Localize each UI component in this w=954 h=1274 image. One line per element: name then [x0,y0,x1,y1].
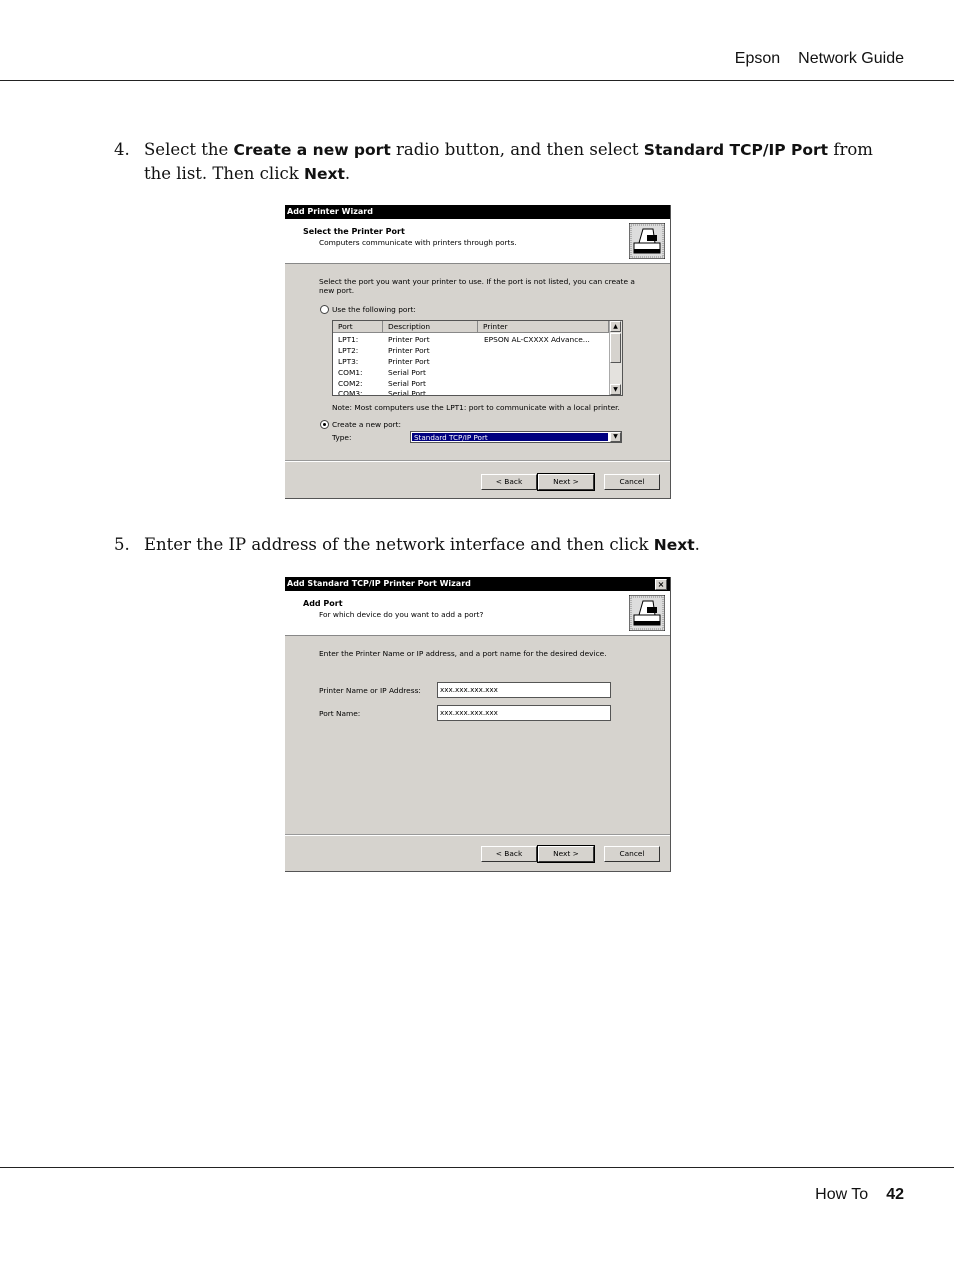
banner-title: Add Port [303,599,343,608]
dialog-title: Add Printer Wizard [287,207,373,216]
printer-wizard-icon [629,595,665,631]
port-cell: LPT3: [338,357,359,366]
header-title: Network Guide [798,50,904,67]
page-number: 42 [886,1186,904,1203]
banner-title: Select the Printer Port [303,227,405,236]
cancel-button[interactable]: Cancel [604,846,660,862]
description-cell: Serial Port [388,368,426,377]
port-list[interactable] [332,320,623,396]
description-cell: Printer Port [388,335,430,344]
port-cell: LPT1: [338,335,359,344]
header-rule [0,80,954,81]
instruction-text: Enter the Printer Name or IP address, and a port name for the desired device. [319,649,607,658]
footer-rule [0,1167,954,1168]
printer-cell: EPSON AL-CXXXX Advance... [484,335,590,344]
next-button[interactable]: Next > [538,846,594,862]
instruction-line-1: Select the port you want your printer to use. If the port is not listed, you can create a [319,277,635,286]
banner-subtitle: Computers communicate with printers through ports. [319,238,517,247]
description-cell: Serial Port [388,379,426,388]
create-new-port-radio[interactable] [320,420,329,429]
port-note: Note: Most computers use the LPT1: port to communicate with a local printer. [332,403,620,412]
header-brand: Epson [734,50,781,67]
step-number: 5. [114,535,130,554]
use-existing-port-radio[interactable] [320,305,329,314]
dialog-title-bar [285,577,670,591]
list-scrollbar[interactable] [609,321,622,395]
back-button[interactable]: < Back [481,846,537,862]
wizard-banner [285,591,670,636]
column-header-port[interactable]: Port [333,321,383,333]
port-type-value: Standard TCP/IP Port [412,433,608,441]
type-label: Type: [332,433,352,442]
cancel-button[interactable]: Cancel [604,474,660,490]
button-separator [285,460,670,462]
button-separator [285,834,670,836]
add-tcpip-port-wizard-dialog [285,577,671,872]
step-text: Select the Create a new port radio button, and then select Standard TCP/IP Port from the list. Then click Next. [144,140,873,183]
footer-section: How To [815,1186,869,1203]
ip-address-input[interactable]: xxx.xxx.xxx.xxx [437,682,611,698]
create-new-port-label: Create a new port: [332,420,402,429]
step-4 [114,138,884,186]
port-cell: COM3: [338,389,363,396]
port-cell: COM1: [338,368,363,377]
port-type-select[interactable] [410,431,622,443]
page-footer [815,1186,904,1204]
printer-wizard-icon [629,223,665,259]
step-5 [114,533,884,557]
close-icon[interactable]: × [655,579,667,590]
port-cell: COM2: [338,379,363,388]
description-cell: Printer Port [388,346,430,355]
back-button[interactable]: < Back [481,474,537,490]
column-header-description[interactable]: Description [383,321,478,333]
scroll-thumb[interactable] [610,333,621,363]
step-text: Enter the IP address of the network interface and then click Next. [144,535,700,554]
wizard-banner [285,219,670,264]
port-cell: LPT2: [338,346,359,355]
port-name-input[interactable]: xxx.xxx.xxx.xxx [437,705,611,721]
use-existing-port-label: Use the following port: [332,305,416,314]
scroll-up-icon[interactable]: ▲ [610,321,621,332]
port-name-label: Port Name: [319,709,361,718]
ip-address-label: Printer Name or IP Address: [319,686,421,695]
instruction-line-2: new port. [319,286,355,295]
step-number: 4. [114,140,130,159]
chevron-down-icon[interactable]: ▼ [610,432,621,442]
banner-subtitle: For which device do you want to add a port? [319,610,484,619]
dialog-title-bar [285,205,670,219]
column-header-printer[interactable]: Printer [478,321,609,333]
page-header [735,50,904,68]
dialog-title: Add Standard TCP/IP Printer Port Wizard [287,579,471,588]
next-button[interactable]: Next > [538,474,594,490]
description-cell: Serial Port [388,389,426,396]
scroll-down-icon[interactable]: ▼ [610,384,621,395]
add-printer-wizard-dialog [285,205,671,499]
description-cell: Printer Port [388,357,430,366]
